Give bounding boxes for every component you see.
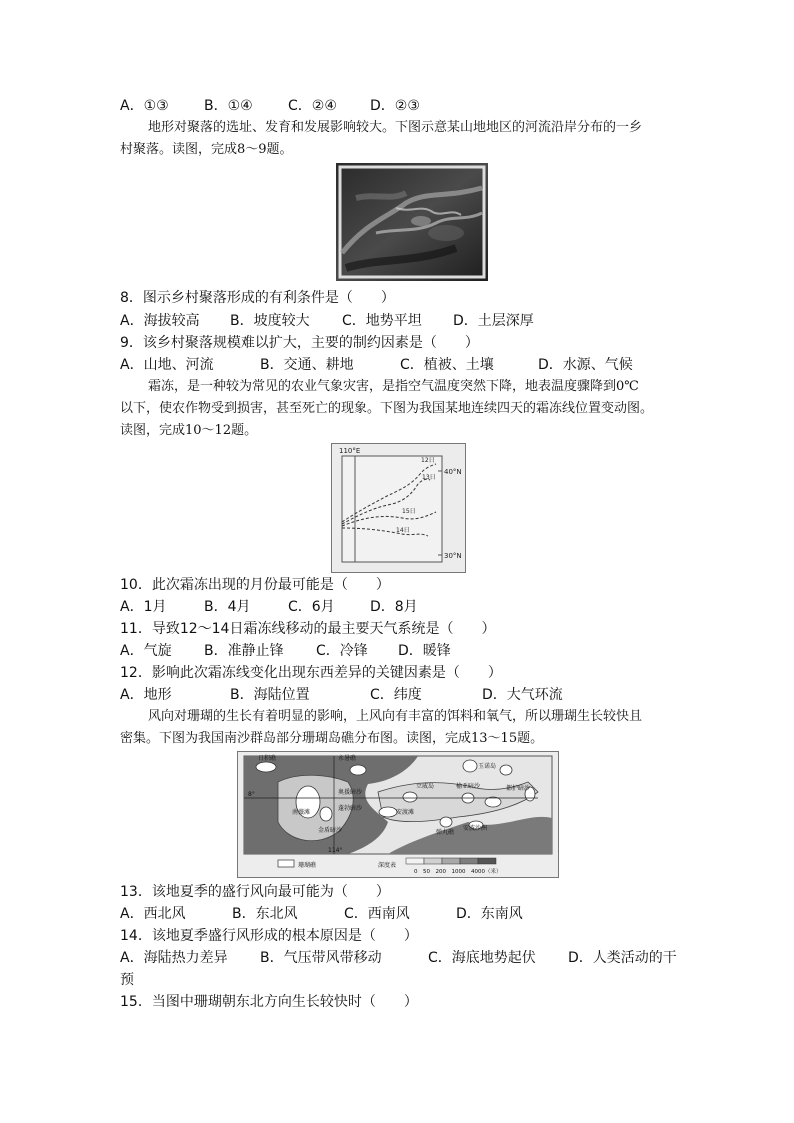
- reef-label-10: 安渡滩: [396, 809, 415, 816]
- latitude-8-label: 8°: [248, 791, 255, 798]
- option-c: C．冷锋: [316, 643, 368, 659]
- option-b: B．准静止锋: [204, 643, 284, 659]
- option-d: D．东南风: [456, 906, 523, 922]
- option-c: C．纬度: [370, 687, 422, 703]
- question-13: 13．该地夏季的盛行风向最可能为（ ）: [120, 884, 390, 900]
- option-a: A．西北风: [120, 906, 186, 922]
- frost-line-map: [331, 443, 466, 573]
- option-d: D．②③: [370, 98, 420, 114]
- reef-label-7: 榆亚暗沙: [456, 783, 481, 790]
- option-b: B．海陆位置: [230, 687, 310, 703]
- option-a: A．海陆热力差异: [120, 950, 228, 966]
- longitude-114-label: 114°: [328, 847, 343, 854]
- reef-label-3: 南薇滩: [292, 809, 311, 816]
- option-b: B．交通、耕地: [260, 357, 354, 373]
- reef-label-6: 立威岛: [416, 783, 435, 790]
- lat-30-label: 30°N: [444, 552, 462, 560]
- option-b: B．坡度较大: [230, 313, 310, 329]
- reef-label-5: 蓬勃暗沙: [338, 805, 363, 812]
- legend-depth: 深度表: [378, 862, 397, 869]
- option-a: A．1月: [120, 599, 167, 615]
- passage-3-line-2: 密集。下图为我国南沙群岛部分珊瑚岛礁分布图。读图，完成13～15题。: [120, 731, 544, 746]
- option-d: D．土层深厚: [453, 313, 534, 329]
- question-14: 14．该地夏季盛行风形成的根本原因是（ ）: [120, 928, 418, 944]
- passage-2-line-1: 霜冻，是一种较为常见的农业气象灾害，是指空气温度突然下降，地表温度骤降到0℃: [148, 379, 639, 394]
- village-river-photo: [336, 163, 488, 281]
- lat-40-label: 40°N: [444, 468, 462, 476]
- reef-label-11: 安波沙洲: [463, 825, 488, 832]
- option-d: D．8月: [370, 599, 418, 615]
- option-a: A．海拔较高: [120, 313, 200, 329]
- question-14-option-d-continued: 预: [120, 972, 134, 988]
- question-11: 11．导致12～14日霜冻线移动的最主要天气系统是（ ）: [120, 621, 496, 637]
- option-d: D．人类活动的干: [568, 950, 677, 966]
- longitude-label: 110°E: [339, 447, 361, 455]
- option-c: C．②④: [288, 98, 337, 114]
- reef-label-2: 永暑礁: [338, 755, 357, 762]
- question-12: 12．影响此次霜冻线变化出现东西差异的关键因素是（ ）: [120, 665, 502, 681]
- question-8: 8．图示乡村聚落形成的有利条件是（ ）: [120, 290, 395, 306]
- day-15-label: 15日: [402, 508, 416, 515]
- option-c: C．西南风: [344, 906, 410, 922]
- coral-reef-map: [237, 751, 559, 878]
- passage-1-line-1: 地形对聚落的选址、发育和发展影响较大。下图示意某山地地区的河流沿岸分布的一乡: [148, 120, 643, 135]
- legend-depth-values: 0 50 200 1000 4000（米）: [414, 869, 502, 875]
- option-a: A．山地、河流: [120, 357, 214, 373]
- option-a: A．①③: [120, 98, 169, 114]
- reef-label-13: 金盾暗沙: [318, 827, 343, 834]
- option-c: C．植被、土壤: [400, 357, 494, 373]
- option-c: C．6月: [288, 599, 335, 615]
- reef-label-8: 都护暗沙: [506, 785, 531, 792]
- question-10: 10．此次霜冻出现的月份最可能是（ ）: [120, 577, 390, 593]
- passage-2-line-3: 读图，完成10～12题。: [120, 423, 258, 438]
- day-12-label: 12日: [421, 457, 435, 464]
- reef-label-1: 日积礁: [258, 755, 277, 762]
- option-d: D．暖锋: [398, 643, 451, 659]
- day-14-label: 14日: [396, 527, 410, 534]
- passage-2-line-2: 以下，使农作物受到损害，甚至死亡的现象。下图为我国某地连续四天的霜冻线位置变动图。: [120, 401, 654, 416]
- legend-reef: 珊瑚礁: [298, 862, 317, 869]
- reef-label-9: 玉诺岛: [478, 763, 497, 770]
- passage-3-line-1: 风向对珊瑚的生长有着明显的影响，上风向有丰富的饵料和氧气，所以珊瑚生长较快且: [148, 709, 643, 724]
- reef-label-12: 弹丸礁: [436, 829, 455, 836]
- question-15: 15．当图中珊瑚朝东北方向生长较快时（ ）: [120, 994, 418, 1010]
- option-b: B．东北风: [232, 906, 298, 922]
- option-c: C．海底地势起伏: [428, 950, 536, 966]
- option-d: D．水源、气候: [538, 357, 633, 373]
- passage-1-line-2: 村聚落。读图，完成8～9题。: [120, 142, 293, 157]
- day-13-label: 13日: [422, 474, 436, 481]
- option-b: B．4月: [204, 599, 251, 615]
- option-a: A．地形: [120, 687, 172, 703]
- option-a: A．气旋: [120, 643, 172, 659]
- reef-label-4: 奥援暗沙: [338, 789, 363, 796]
- option-b: B．①④: [204, 98, 253, 114]
- option-c: C．地势平坦: [342, 313, 422, 329]
- question-9: 9．该乡村聚落规模难以扩大，主要的制约因素是（ ）: [120, 335, 479, 351]
- option-d: D．大气环流: [482, 687, 563, 703]
- option-b: B．气压带风带移动: [260, 950, 382, 966]
